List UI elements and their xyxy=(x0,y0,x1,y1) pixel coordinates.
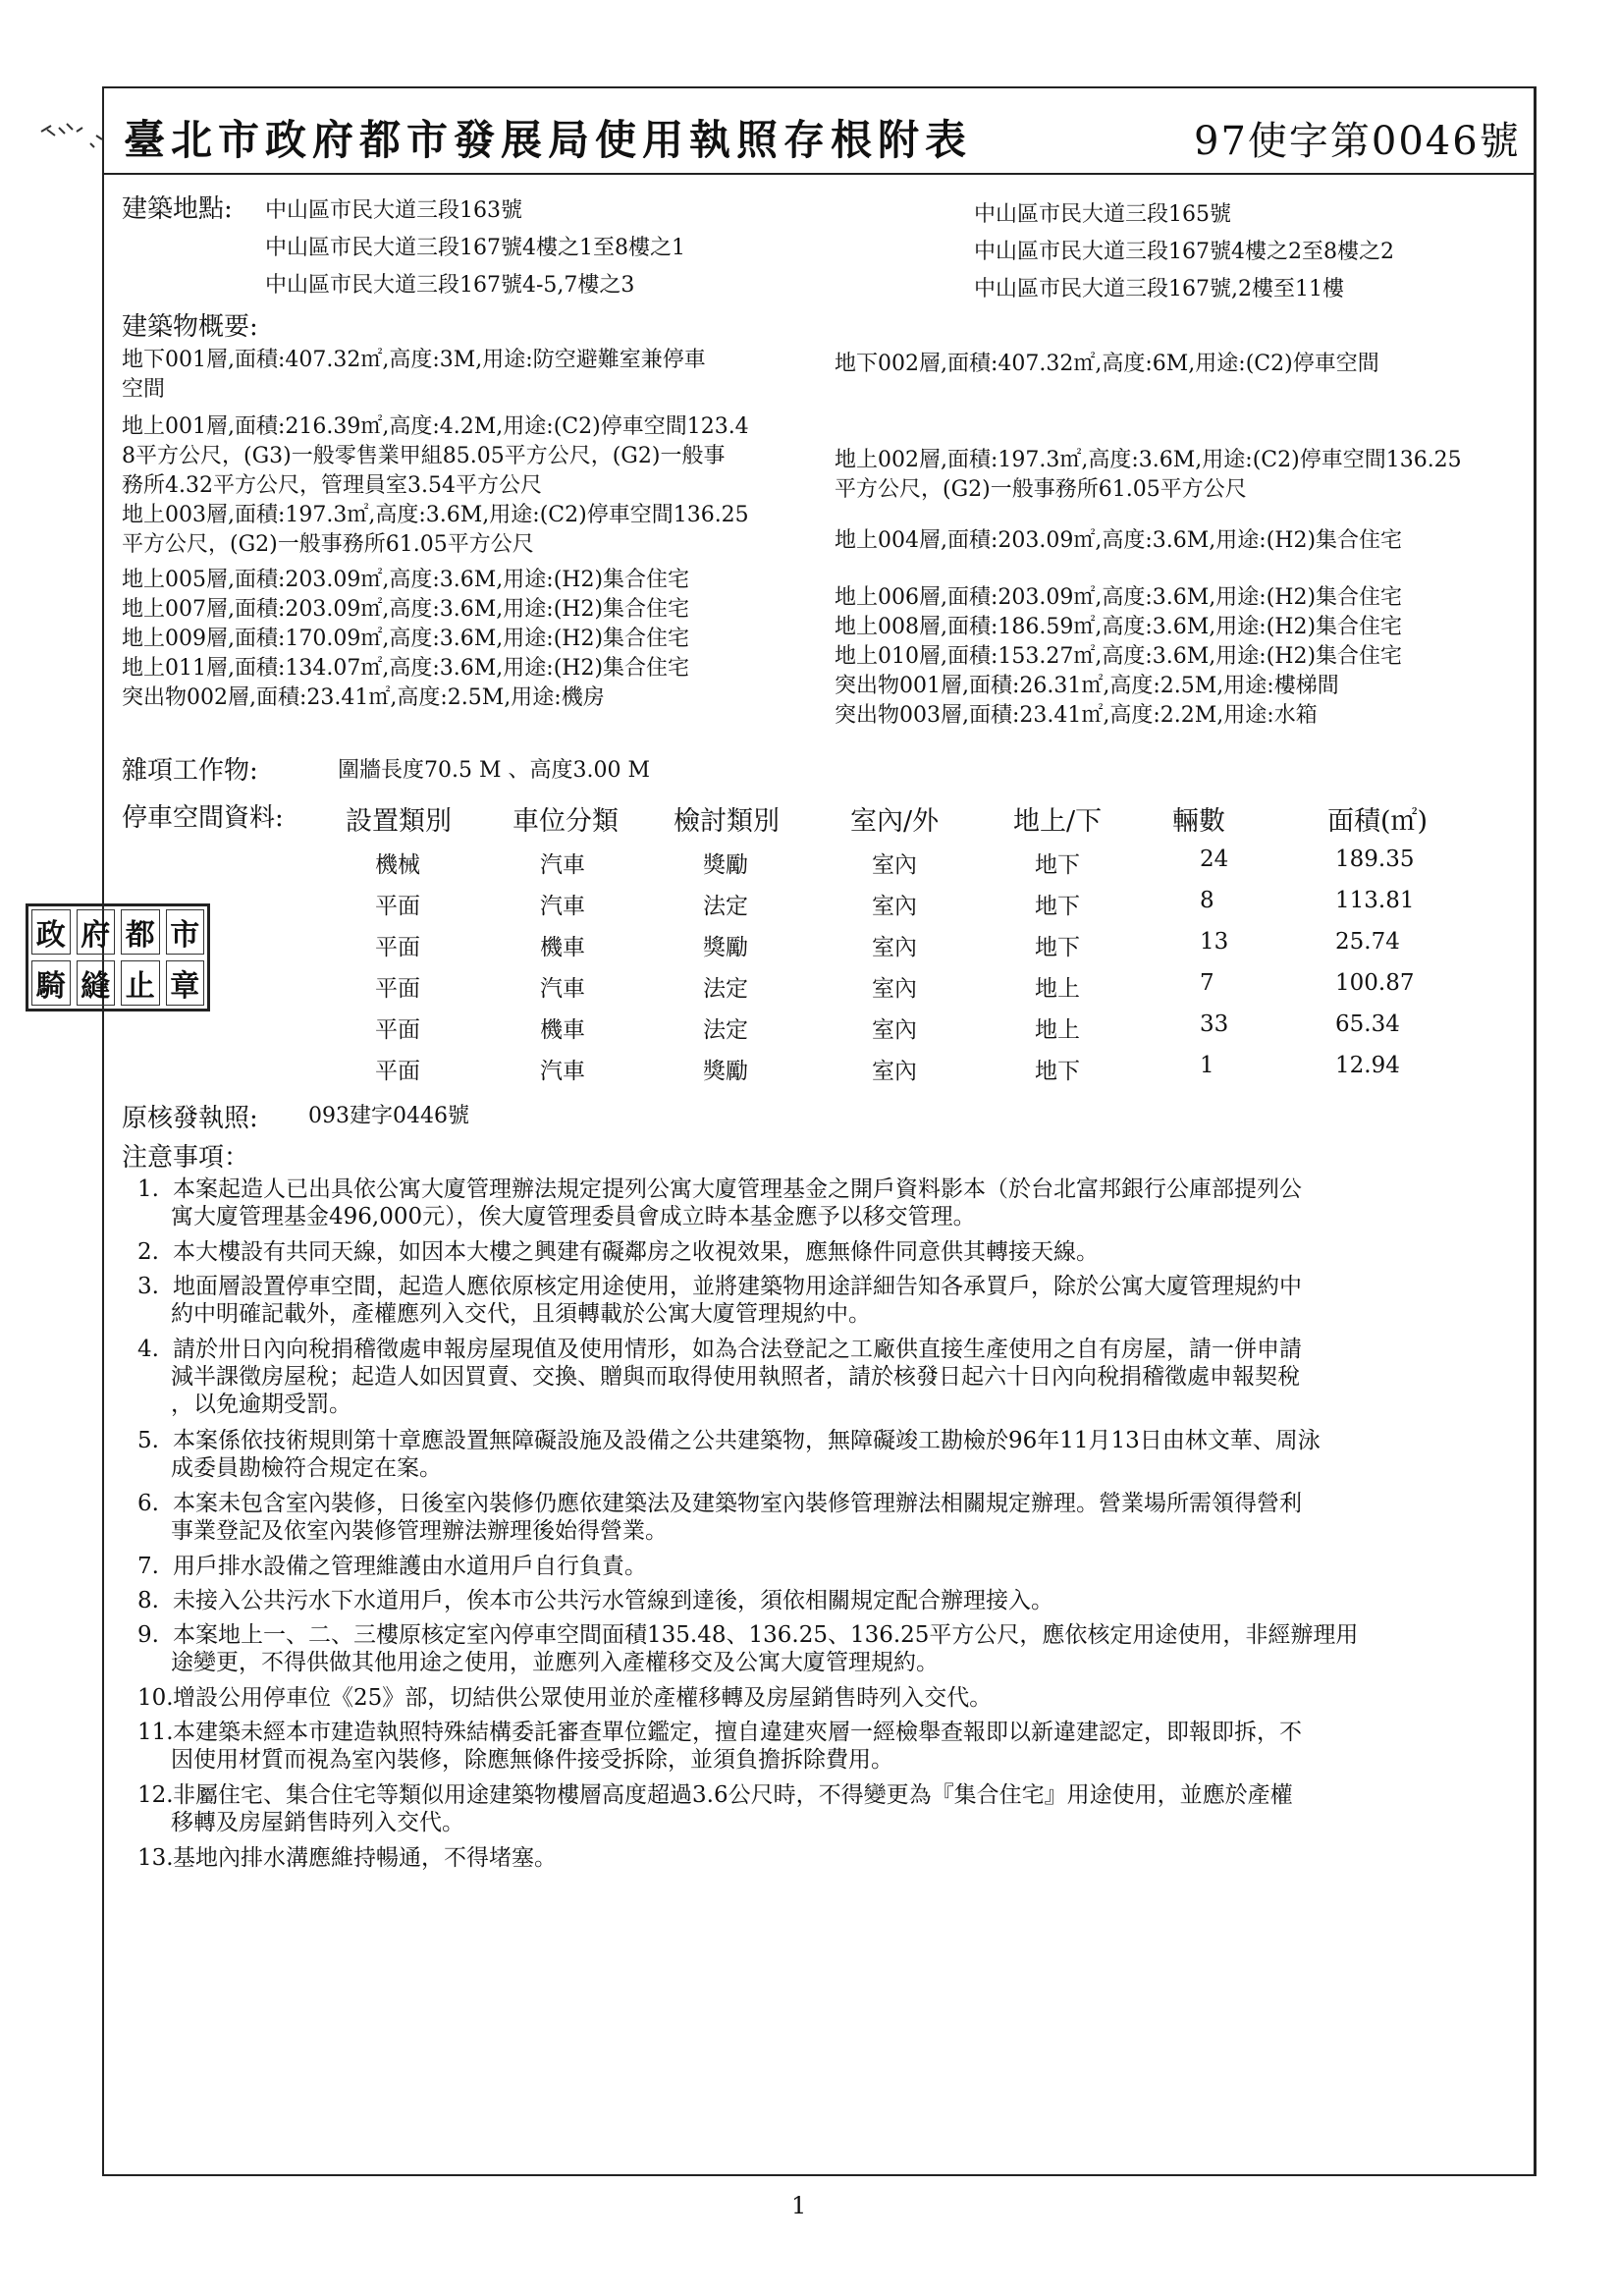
parking-cell-count: 7 xyxy=(1200,970,1214,996)
note-line: 減半課徵房屋稅；起造人如因買賣、交換、贈與而取得使用執照者，請於核發日起六十日內向稅捐稽徵處申報契稅 xyxy=(171,1364,1300,1390)
note-item xyxy=(137,1237,1532,1265)
stamp-char: 騎 xyxy=(31,960,71,1006)
note-line: 本大樓設有共同天線，如因本大樓之興建有礙鄰房之收視效果，應無條件同意供其轉接天線。 xyxy=(173,1239,1099,1265)
floor-entry: 地上004層,面積:203.09㎡,高度:3.6M,用途:(H2)集合住宅 xyxy=(835,528,1403,553)
site-left-list xyxy=(265,192,685,304)
note-line: 用戶排水設備之管理維護由水道用戶自行負責。 xyxy=(173,1554,647,1579)
parking-cell-indoor: 室內 xyxy=(872,852,917,878)
note-number: 10. xyxy=(137,1685,174,1711)
floor-entry: 地上002層,面積:197.3㎡,高度:3.6M,用途:(C2)停車空間136.25 xyxy=(835,448,1462,472)
note-item xyxy=(137,1586,1532,1613)
stamp-char: 章 xyxy=(166,960,205,1006)
note-number: 11. xyxy=(137,1720,174,1745)
note-line: 本建築未經本市建造執照特殊結構委託審查單位鑑定，擅自違建夾層一經檢舉查報即以新違建認定，即報即拆，不 xyxy=(173,1720,1302,1745)
misc-value: 圍牆長度70.5 M 、高度3.00 M xyxy=(338,758,651,783)
note-item xyxy=(137,1620,1532,1675)
parking-cell-level: 地下 xyxy=(1035,1059,1080,1084)
note-item xyxy=(137,1489,1532,1544)
parking-cell-review: 法定 xyxy=(703,976,748,1002)
misc-label: 雜項工作物: xyxy=(122,756,258,786)
floor-entry: 空間 xyxy=(122,377,166,402)
original-license-label: 原核發執照: xyxy=(122,1104,258,1133)
site-address: 中山區市民大道三段163號 xyxy=(265,198,522,223)
note-number: 13. xyxy=(137,1845,174,1871)
site-address: 中山區市民大道三段167號,2樓至11樓 xyxy=(974,277,1344,301)
floor-entry: 地上003層,面積:197.3㎡,高度:3.6M,用途:(C2)停車空間136.25 xyxy=(122,503,749,527)
document-title: 臺北市政府都市發展局使用執照存根附表 xyxy=(124,116,973,164)
floor-entry: 地上008層,面積:186.59㎡,高度:3.6M,用途:(H2)集合住宅 xyxy=(835,615,1403,639)
parking-cell-type: 平面 xyxy=(375,976,420,1002)
stamp-char: 都 xyxy=(121,909,160,955)
note-number: 9. xyxy=(137,1622,159,1648)
note-item xyxy=(137,1335,1532,1417)
note-number: 1. xyxy=(137,1176,159,1202)
parking-cell-type: 平面 xyxy=(375,894,420,919)
parking-cell-level: 地下 xyxy=(1035,894,1080,919)
note-line: 請於卅日內向稅捐稽徵處申報房屋現值及使用情形，如為合法登記之工廠供直接生產使用之自有房屋，請一併申請 xyxy=(173,1337,1302,1362)
note-line: 寓大廈管理基金496,000元），俟大廈管理委員會成立時本基金應予以移交管理。 xyxy=(171,1204,976,1230)
parking-cell-class: 機車 xyxy=(540,935,585,960)
page-number: 1 xyxy=(791,2192,807,2219)
floor-entry: 地上007層,面積:203.09㎡,高度:3.6M,用途:(H2)集合住宅 xyxy=(122,597,690,622)
stamp-char: 市 xyxy=(166,909,205,955)
site-address: 中山區市民大道三段167號4-5,7樓之3 xyxy=(265,273,635,298)
parking-header-review: 檢討類別 xyxy=(674,806,780,837)
site-address: 中山區市民大道三段165號 xyxy=(974,202,1231,227)
stamp-char: 縫 xyxy=(77,960,116,1006)
floor-entry: 地上011層,面積:134.07㎡,高度:3.6M,用途:(H2)集合住宅 xyxy=(122,656,690,681)
site-label: 建築地點: xyxy=(122,194,233,224)
parking-cell-count: 8 xyxy=(1200,888,1214,913)
note-line: 移轉及房屋銷售時列入交代。 xyxy=(171,1810,464,1835)
note-item xyxy=(137,1843,1532,1871)
parking-cell-class: 汽車 xyxy=(540,852,585,878)
parking-cell-indoor: 室內 xyxy=(872,935,917,960)
note-item xyxy=(137,1718,1532,1773)
overview-label: 建築物概要: xyxy=(122,312,258,342)
parking-cell-review: 獎勵 xyxy=(703,935,748,960)
floor-entry: 地上001層,面積:216.39㎡,高度:4.2M,用途:(C2)停車空間123.4 xyxy=(122,414,749,439)
note-line: 未接入公共污水下水道用戶，俟本市公共污水管線到達後，須依相關規定配合辦理接入。 xyxy=(173,1588,1053,1613)
floor-entry: 地下002層,面積:407.32㎡,高度:6M,用途:(C2)停車空間 xyxy=(835,352,1379,376)
note-number: 3. xyxy=(137,1274,159,1299)
note-line: 非屬住宅、集合住宅等類似用途建築物樓層高度超過3.6公尺時，不得變更為『集合住宅』用途使用，並應於產權 xyxy=(173,1782,1293,1808)
note-number: 2. xyxy=(137,1239,159,1265)
parking-cell-class: 汽車 xyxy=(540,1059,585,1084)
parking-header-class: 車位分類 xyxy=(512,806,619,837)
note-item xyxy=(137,1175,1532,1230)
parking-label: 停車空間資料: xyxy=(122,803,284,833)
parking-cell-area: 25.74 xyxy=(1335,929,1400,955)
floor-entry: 地上006層,面積:203.09㎡,高度:3.6M,用途:(H2)集合住宅 xyxy=(835,585,1403,610)
note-line: 本案未包含室內裝修，日後室內裝修仍應依建築法及建築物室內裝修管理辦法相關規定辦理。營業場所需領得營利 xyxy=(173,1491,1302,1516)
parking-cell-type: 平面 xyxy=(375,1017,420,1043)
floor-entry: 地下001層,面積:407.32㎡,高度:3M,用途:防空避難室兼停車 xyxy=(122,348,706,372)
floor-entry: 平方公尺，(G2)一般事務所61.05平方公尺 xyxy=(122,532,534,557)
parking-cell-indoor: 室內 xyxy=(872,976,917,1002)
parking-cell-level: 地下 xyxy=(1035,852,1080,878)
parking-cell-count: 13 xyxy=(1200,929,1229,955)
parking-cell-type: 平面 xyxy=(375,935,420,960)
parking-cell-type: 機械 xyxy=(375,852,420,878)
floor-entry: 平方公尺，(G2)一般事務所61.05平方公尺 xyxy=(835,477,1247,502)
overview-left-list xyxy=(122,346,749,713)
note-number: 4. xyxy=(137,1337,159,1362)
note-line: 途變更，不得供做其他用途之使用，並應列入產權移交及公寓大廈管理規約。 xyxy=(171,1650,939,1675)
floor-entry: 地上009層,面積:170.09㎡,高度:3.6M,用途:(H2)集合住宅 xyxy=(122,627,690,651)
parking-cell-review: 獎勵 xyxy=(703,852,748,878)
overview-right-list xyxy=(835,350,1462,731)
site-right-list xyxy=(974,196,1394,308)
note-line: ，以免逾期受罰。 xyxy=(171,1392,351,1417)
note-line: 約中明確記載外，產權應列入交代，且須轉載於公寓大廈管理規約中。 xyxy=(171,1301,871,1327)
parking-cell-indoor: 室內 xyxy=(872,1059,917,1084)
parking-cell-area: 100.87 xyxy=(1335,970,1415,996)
parking-cell-area: 12.94 xyxy=(1335,1053,1400,1078)
floor-entry: 突出物001層,面積:26.31㎡,高度:2.5M,用途:樓梯間 xyxy=(835,674,1339,698)
parking-header-level: 地上/下 xyxy=(1013,806,1103,837)
note-number: 7. xyxy=(137,1554,159,1579)
parking-cell-area: 65.34 xyxy=(1335,1011,1400,1037)
note-item xyxy=(137,1683,1532,1711)
note-item xyxy=(137,1272,1532,1327)
floor-entry: 務所4.32平方公尺，管理員室3.54平方公尺 xyxy=(122,473,542,498)
parking-header-indoor: 室內/外 xyxy=(850,806,940,837)
parking-header-area: 面積(㎡) xyxy=(1327,806,1429,837)
note-item xyxy=(137,1426,1532,1481)
parking-header-count: 輛數 xyxy=(1172,806,1225,837)
floor-entry: 地上005層,面積:203.09㎡,高度:3.6M,用途:(H2)集合住宅 xyxy=(122,568,690,592)
parking-cell-indoor: 室內 xyxy=(872,1017,917,1043)
parking-cell-level: 地上 xyxy=(1035,976,1080,1002)
parking-cell-class: 機車 xyxy=(540,1017,585,1043)
note-line: 事業登記及依室內裝修管理辦法辦理後始得營業。 xyxy=(171,1518,668,1544)
parking-cell-count: 33 xyxy=(1200,1011,1229,1037)
site-address: 中山區市民大道三段167號4樓之1至8樓之1 xyxy=(265,236,685,260)
original-license-value: 093建字0446號 xyxy=(308,1104,469,1128)
parking-cell-area: 189.35 xyxy=(1335,847,1415,872)
parking-cell-count: 1 xyxy=(1200,1053,1214,1078)
seal-stamp xyxy=(26,903,210,1011)
parking-header-type: 設置類別 xyxy=(346,806,452,837)
site-address: 中山區市民大道三段167號4樓之2至8樓之2 xyxy=(974,240,1394,264)
parking-cell-review: 法定 xyxy=(703,1017,748,1043)
parking-cell-level: 地下 xyxy=(1035,935,1080,960)
note-number: 8. xyxy=(137,1588,159,1613)
parking-cell-type: 平面 xyxy=(375,1059,420,1084)
note-line: 本案地上一、二、三樓原核定室內停車空間面積135.48、136.25、136.25平方公尺，應依核定用途使用，非經辦理用 xyxy=(173,1622,1359,1648)
scan-speckle xyxy=(37,118,116,157)
note-line: 增設公用停車位《25》部，切結供公眾使用並於產權移轉及房屋銷售時列入交代。 xyxy=(173,1685,993,1711)
title-divider xyxy=(102,173,1535,175)
floor-entry: 突出物003層,面積:23.41㎡,高度:2.2M,用途:水箱 xyxy=(835,703,1318,728)
stamp-char: 止 xyxy=(121,960,160,1006)
document-number: 97使字第0046號 xyxy=(1194,119,1521,164)
parking-cell-indoor: 室內 xyxy=(872,894,917,919)
note-line: 基地內排水溝應維持暢通，不得堵塞。 xyxy=(173,1845,557,1871)
parking-cell-class: 汽車 xyxy=(540,894,585,919)
note-line: 因使用材質而視為室內裝修，除應無條件接受拆除，並須負擔拆除費用。 xyxy=(171,1747,893,1773)
stamp-char: 府 xyxy=(77,909,116,955)
parking-cell-class: 汽車 xyxy=(540,976,585,1002)
note-line: 本案係依技術規則第十章應設置無障礙設施及設備之公共建築物，無障礙竣工勘檢於96年11月13日由林文華、周泳 xyxy=(173,1428,1321,1453)
note-line: 地面層設置停車空間，起造人應依原核定用途使用，並將建築物用途詳細告知各承買戶，除於公寓大廈管理規約中 xyxy=(173,1274,1302,1299)
note-item xyxy=(137,1552,1532,1579)
parking-cell-review: 法定 xyxy=(703,894,748,919)
floor-entry: 突出物002層,面積:23.41㎡,高度:2.5M,用途:機房 xyxy=(122,685,605,710)
note-number: 6. xyxy=(137,1491,159,1516)
note-item xyxy=(137,1780,1532,1835)
parking-cell-level: 地上 xyxy=(1035,1017,1080,1043)
parking-cell-area: 113.81 xyxy=(1335,888,1415,913)
floor-entry: 8平方公尺，(G3)一般零售業甲組85.05平方公尺，(G2)一般事 xyxy=(122,444,726,468)
parking-cell-review: 獎勵 xyxy=(703,1059,748,1084)
note-number: 12. xyxy=(137,1782,174,1808)
parking-cell-count: 24 xyxy=(1200,847,1229,872)
note-line: 成委員勘檢符合規定在案。 xyxy=(171,1455,442,1481)
note-number: 5. xyxy=(137,1428,159,1453)
stamp-char: 政 xyxy=(31,909,71,955)
notes-label: 注意事項： xyxy=(122,1143,250,1173)
floor-entry: 地上010層,面積:153.27㎡,高度:3.6M,用途:(H2)集合住宅 xyxy=(835,644,1403,669)
note-line: 本案起造人已出具依公寓大廈管理辦法規定提列公寓大廈管理基金之開戶資料影本（於台北富邦銀行公庫部提列公 xyxy=(173,1176,1302,1202)
